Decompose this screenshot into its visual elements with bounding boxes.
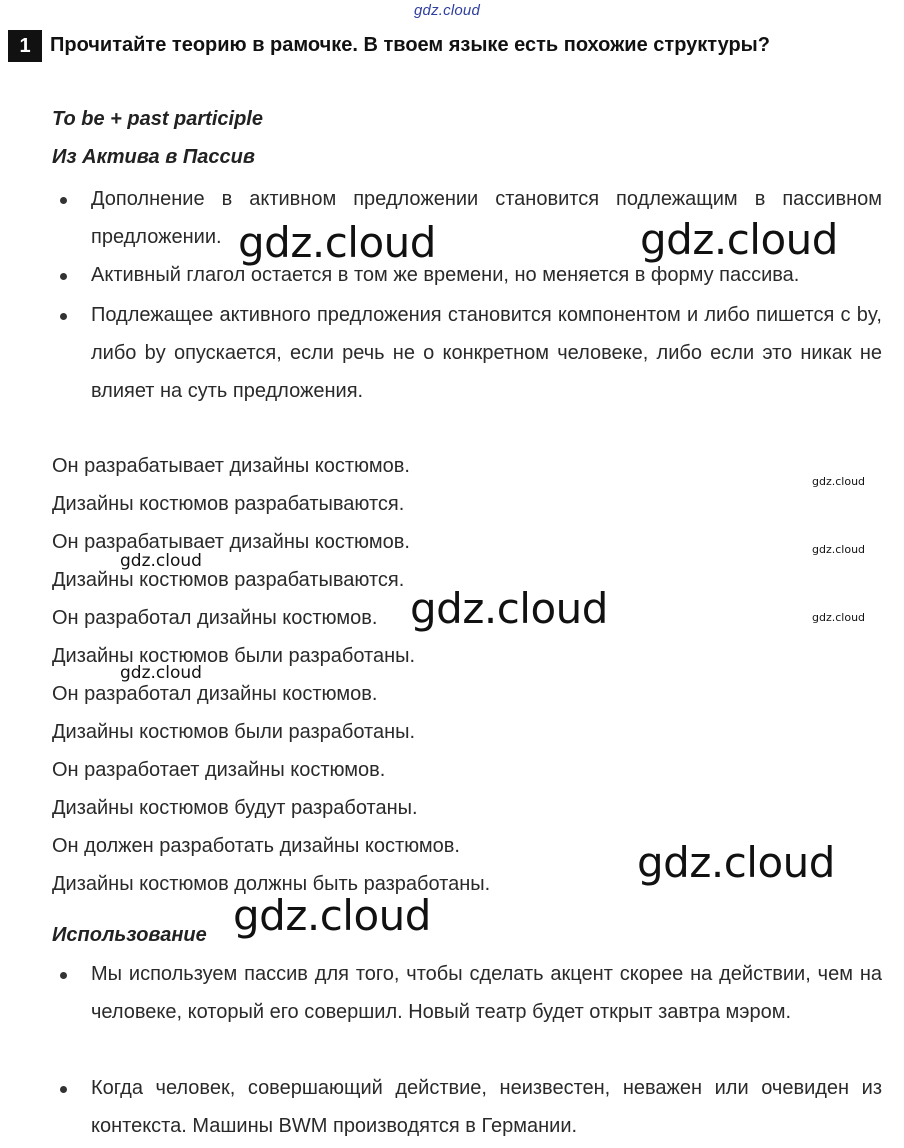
watermark: gdz.cloud: [812, 543, 866, 556]
list-item-text: Когда человек, совершающий действие, неизвестен, неважен или очевиден из контекста. Машины BWM производятся в Германии.: [91, 1077, 882, 1137]
example-sentence: Дизайны костюмов были разработаны.: [52, 645, 416, 667]
watermark-top: gdz.cloud: [414, 2, 481, 19]
exercise-number-badge: 1: [8, 30, 42, 62]
watermark: gdz.cloud: [812, 611, 866, 624]
list-item-text: Мы используем пассив для того, чтобы сделать акцент скорее на действии, чем на человеке, который его совершил. Новый театр будет открыт завтра мэром.: [91, 963, 882, 1023]
watermark: gdz.cloud: [120, 663, 202, 683]
example-sentence: Он разработает дизайны костюмов.: [52, 759, 386, 781]
example-sentence: Он должен разработать дизайны костюмов.: [52, 835, 460, 857]
watermark: gdz.cloud: [640, 215, 838, 264]
watermark: gdz.cloud: [637, 838, 835, 887]
example-sentence: Дизайны костюмов были разработаны.: [52, 721, 416, 743]
bullet-dot-icon: [60, 273, 67, 280]
watermark: gdz.cloud: [238, 218, 436, 267]
watermark: gdz.cloud: [233, 891, 431, 940]
example-sentence: Дизайны костюмов должны быть разработаны.: [52, 873, 491, 895]
example-sentence: Дизайны костюмов разрабатываются.: [52, 569, 405, 591]
example-sentence: Дизайны костюмов разрабатываются.: [52, 493, 405, 515]
example-sentence: Он разработал дизайны костюмов.: [52, 683, 378, 705]
example-sentence: Он разрабатывает дизайны костюмов.: [52, 531, 410, 553]
example-sentence: Он разработал дизайны костюмов.: [52, 607, 378, 629]
list-item-text: Подлежащее активного предложения становится компонентом и либо пишется с by, либо by опускается, если речь не о конкретном человеке, либо если это никак не влияет на суть предложения.: [91, 304, 882, 402]
list-item-text: Дополнение в активном предложении становится подлежащим в пассивном предложении.: [91, 188, 882, 248]
bullet-dot-icon: [60, 197, 67, 204]
exercise-instruction: Прочитайте теорию в рамочке. В твоем языке есть похожие структуры?: [50, 34, 770, 56]
bullet-dot-icon: [60, 972, 67, 979]
bullet-dot-icon: [60, 1086, 67, 1093]
section-heading-usage: Использование: [52, 924, 207, 946]
list-item-text: Активный глагол остается в том же времени, но меняется в форму пассива.: [91, 264, 800, 286]
example-sentence: Дизайны костюмов будут разработаны.: [52, 797, 418, 819]
formula-heading: To be + past participle: [52, 108, 263, 130]
bullet-dot-icon: [60, 313, 67, 320]
watermark: gdz.cloud: [812, 475, 866, 488]
example-sentence: Он разрабатывает дизайны костюмов.: [52, 455, 410, 477]
section-heading-active-to-passive: Из Актива в Пассив: [52, 146, 255, 168]
watermark: gdz.cloud: [120, 551, 202, 571]
watermark: gdz.cloud: [410, 584, 608, 633]
